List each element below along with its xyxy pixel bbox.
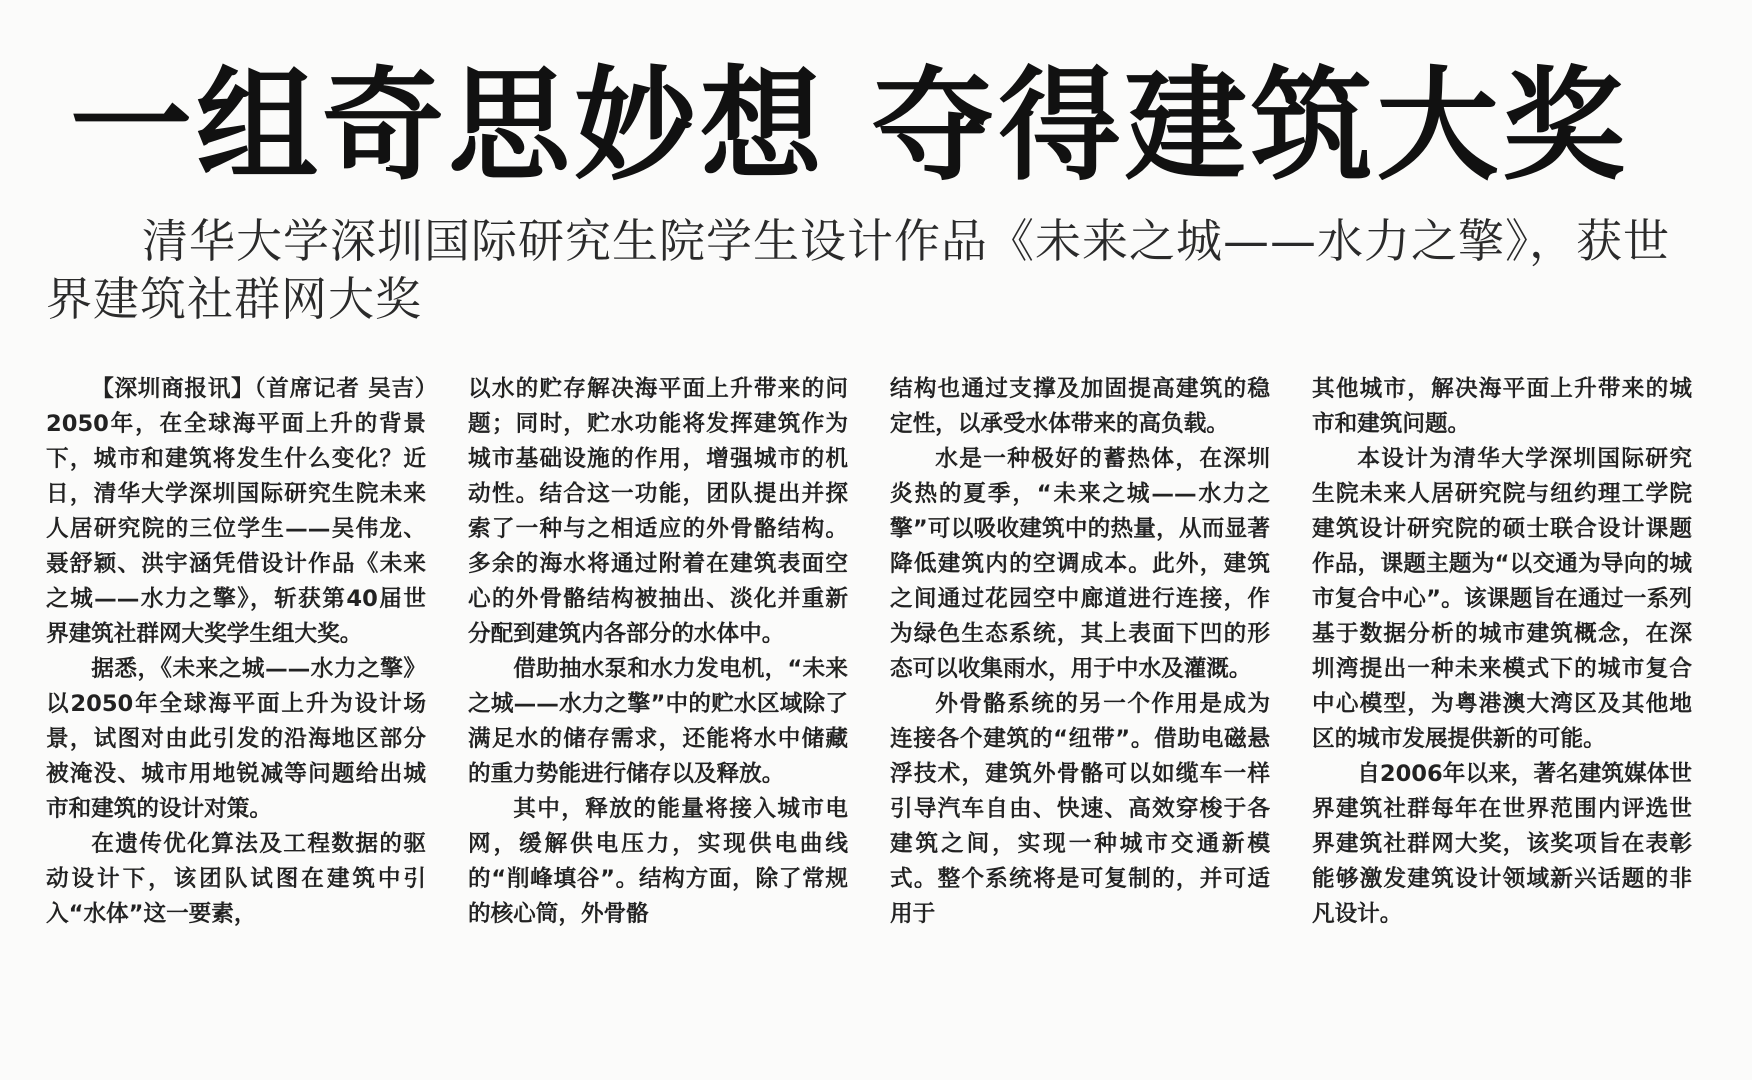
paragraph: 其他城市，解决海平面上升带来的城市和建筑问题。 bbox=[1312, 376, 1692, 437]
article-headline: 一组奇思妙想 夺得建筑大奖 bbox=[70, 53, 1629, 197]
paragraph: 在遗传优化算法及工程数据的驱动设计下，该团队试图在建筑中引入“水体”这一要素， bbox=[46, 831, 426, 927]
article-column-4 bbox=[1312, 372, 1692, 1032]
article-subheadline: 清华大学深圳国际研究生院学生设计作品《未来之城——水力之擎》，获世界建筑社群网大奖 bbox=[46, 214, 1670, 326]
article-column-3 bbox=[890, 372, 1270, 1032]
paragraph: 水是一种极好的蓄热体，在深圳炎热的夏季，“未来之城——水力之擎”可以吸收建筑中的热量，从而显著降低建筑内的空调成本。此外，建筑之间通过花园空中廊道进行连接，作为绿色生态系统，其上表面下凹的形态可以收集雨水，用于中水及灌溉。 bbox=[890, 446, 1270, 682]
paragraph: 【深圳商报讯】（首席记者 吴吉）2050年，在全球海平面上升的背景下，城市和建筑将发生什么变化？近日，清华大学深圳国际研究生院未来人居研究院的三位学生——吴伟龙、聂舒颖、洪宇涵凭借设计作品《未来之城——水力之擎》，斩获第40届世界建筑社群网大奖学生组大奖。 bbox=[46, 376, 426, 647]
paragraph: 结构也通过支撑及加固提高建筑的稳定性，以承受水体带来的高负载。 bbox=[890, 376, 1270, 437]
paragraph: 外骨骼系统的另一个作用是成为连接各个建筑的“纽带”。借助电磁悬浮技术，建筑外骨骼可以如缆车一样引导汽车自由、快速、高效穿梭于各建筑之间，实现一种城市交通新模式。整个系统将是可复制的，并可适用于 bbox=[890, 691, 1270, 927]
paragraph: 据悉，《未来之城——水力之擎》以2050年全球海平面上升为设计场景，试图对由此引发的沿海地区部分被淹没、城市用地锐减等问题给出城市和建筑的设计对策。 bbox=[46, 656, 426, 822]
paragraph: 自2006年以来，著名建筑媒体世界建筑社群每年在世界范围内评选世界建筑社群网大奖，该奖项旨在表彰能够激发建筑设计领域新兴话题的非凡设计。 bbox=[1312, 761, 1692, 927]
article-column-1 bbox=[46, 372, 426, 1032]
paragraph: 其中，释放的能量将接入城市电网，缓解供电压力，实现供电曲线的“削峰填谷”。结构方面，除了常规的核心筒，外骨骼 bbox=[468, 796, 848, 927]
paragraph: 以水的贮存解决海平面上升带来的问题；同时，贮水功能将发挥建筑作为城市基础设施的作用，增强城市的机动性。结合这一功能，团队提出并探索了一种与之相适应的外骨骼结构。多余的海水将通过附着在建筑表面空心的外骨骼结构被抽出、淡化并重新分配到建筑内各部分的水体中。 bbox=[468, 376, 848, 647]
paragraph: 本设计为清华大学深圳国际研究生院未来人居研究院与纽约理工学院建筑设计研究院的硕士联合设计课题作品，课题主题为“以交通为导向的城市复合中心”。该课题旨在通过一系列基于数据分析的城市建筑概念，在深圳湾提出一种未来模式下的城市复合中心模型，为粤港澳大湾区及其他地区的城市发展提供新的可能。 bbox=[1312, 446, 1692, 752]
article-column-2 bbox=[468, 372, 848, 1032]
article-body bbox=[46, 372, 1692, 1032]
paragraph: 借助抽水泵和水力发电机，“未来之城——水力之擎”中的贮水区域除了满足水的储存需求，还能将水中储藏的重力势能进行储存以及释放。 bbox=[468, 656, 848, 787]
